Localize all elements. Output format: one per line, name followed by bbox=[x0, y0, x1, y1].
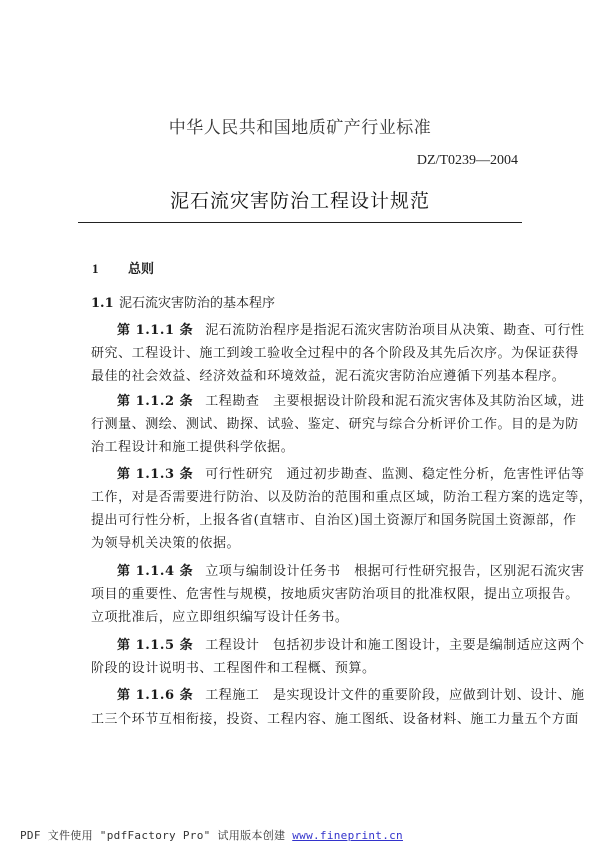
paragraph-line: 立项批准后，应立即组织编写设计任务书。 bbox=[91, 610, 349, 625]
article-label: 第 1.1.5 条 bbox=[117, 638, 194, 653]
article-1-1-6: 第 1.1.6 条 工程施工 是实现设计文件的重要阶段，应做到计划、设计、施 bbox=[117, 688, 585, 703]
article-label: 第 1.1.4 条 bbox=[117, 564, 194, 579]
article-label: 第 1.1.1 条 bbox=[117, 323, 194, 338]
paragraph-line: 行测量、测绘、测试、勘探、试验、鉴定、研究与综合分析评价工作。目的是为防 bbox=[91, 417, 579, 432]
pdf-watermark-footer bbox=[20, 827, 403, 843]
article-1-1-3: 第 1.1.3 条 可行性研究 通过初步勘查、监测、稳定性分析，危害性评估等 bbox=[117, 467, 585, 482]
paragraph-line: 工作，对是否需要进行防治、以及防治的范围和重点区域，防治工程方案的选定等， bbox=[91, 490, 593, 505]
section-title: 泥石流灾害防治的基本程序 bbox=[119, 296, 276, 311]
paragraph-line: 项目的重要性、危害性与规模，按地质灾害防治项目的批准权限，提出立项报告。 bbox=[91, 587, 579, 602]
article-1-1-5: 第 1.1.5 条 工程设计 包括初步设计和施工图设计，主要是编制适应这两个 bbox=[117, 638, 585, 653]
article-1-1-1: 第 1.1.1 条 泥石流防治程序是指泥石流灾害防治项目从决策、勘查、可行性 bbox=[117, 323, 585, 338]
footer-link[interactable]: www.fineprint.cn bbox=[292, 829, 403, 842]
paragraph-line: 治工程设计和施工提供科学依据。 bbox=[91, 440, 295, 455]
article-label: 第 1.1.3 条 bbox=[117, 467, 194, 482]
section-heading bbox=[91, 292, 275, 311]
article-1-1-4: 第 1.1.4 条 立项与编制设计任务书 根据可行性研究报告，区别泥石流灾害 bbox=[117, 564, 585, 579]
paragraph-line: 最佳的社会效益、经济效益和环境效益，泥石流灾害防治应遵循下列基本程序。 bbox=[91, 369, 566, 384]
chapter-number: 1 bbox=[92, 261, 99, 276]
paragraph-line: 为领导机关决策的依据。 bbox=[91, 536, 241, 551]
title-rule bbox=[78, 222, 522, 223]
article-label: 第 1.1.2 条 bbox=[117, 394, 194, 409]
standard-code: DZ/T0239—2004 bbox=[416, 153, 518, 168]
document-title: 泥石流灾害防治工程设计规范 bbox=[169, 190, 430, 212]
footer-text: PDF 文件使用 "pdfFactory Pro" 试用版本创建 bbox=[20, 829, 293, 842]
paragraph-line: 研究、工程设计、施工到竣工验收全过程中的各个阶段及其先后次序。为保证获得 bbox=[91, 346, 579, 361]
standard-issuer: 中华人民共和国地质矿产行业标准 bbox=[168, 118, 432, 138]
article-1-1-2: 第 1.1.2 条 工程勘查 主要根据设计阶段和泥石流灾害体及其防治区域，进 bbox=[117, 394, 585, 409]
article-label: 第 1.1.6 条 bbox=[117, 688, 194, 703]
paragraph-line: 阶段的设计说明书、工程图件和工程概、预算。 bbox=[91, 661, 376, 676]
chapter-heading bbox=[92, 258, 154, 277]
paragraph-line: 提出可行性分析，上报各省(直辖市、自治区)国土资源厅和国务院国土资源部，作 bbox=[91, 513, 577, 528]
chapter-title: 总则 bbox=[128, 262, 155, 277]
section-number: 1.1 bbox=[91, 296, 114, 311]
paragraph-line: 工三个环节互相衔接，投资、工程内容、施工图纸、设备材料、施工力量五个方面 bbox=[91, 712, 579, 727]
